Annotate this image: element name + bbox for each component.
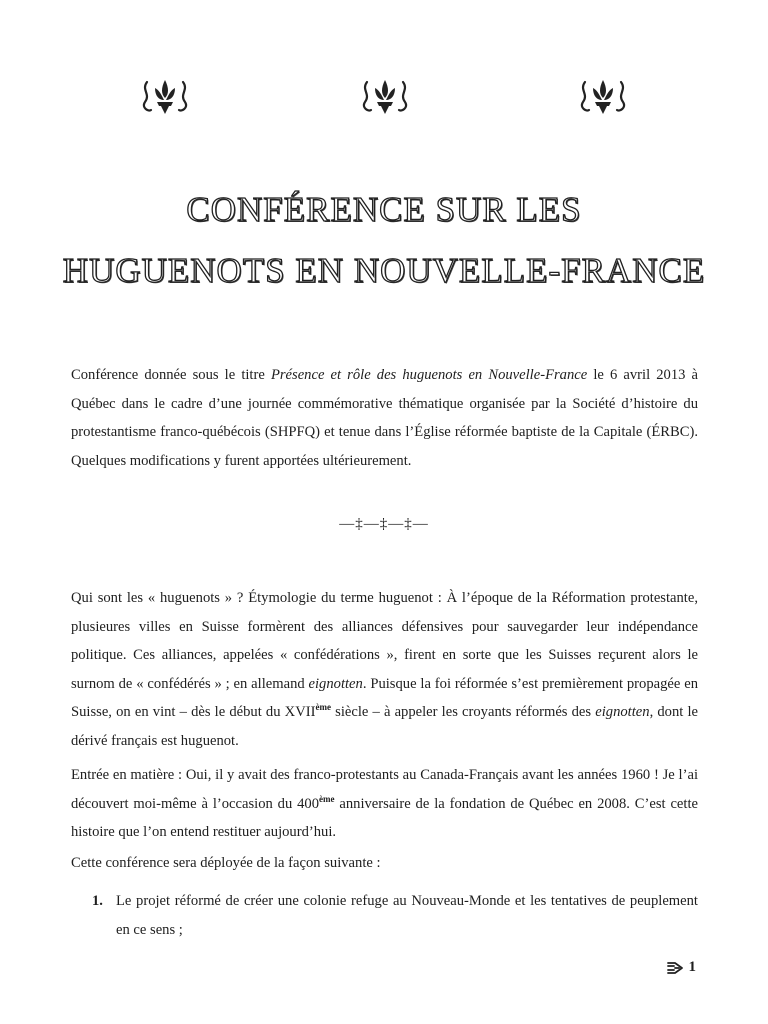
list-item-text: Le projet réformé de créer une colonie refuge au Nouveau-Monde et les tentatives de peuplement en ce sens ; — [116, 893, 698, 938]
fleuron-icon — [357, 76, 413, 116]
list-item-number: 1. — [92, 893, 103, 909]
lecture-title: Présence et rôle des huguenots en Nouvelle-France — [270, 367, 588, 383]
document-title-line-2: HUGUENOTS EN NOUVELLE-FRANCE — [62, 251, 706, 290]
document-title-line-1: CONFÉRENCE SUR LES — [186, 190, 582, 229]
fleuron-icon — [575, 76, 631, 116]
list-item — [92, 887, 698, 944]
fleuron-icon — [137, 76, 193, 116]
page-number: 1 — [688, 959, 696, 975]
intro-paragraph: Conférence donnée sous le titre Présence et rôle des huguenots en Nouvelle-France le 6 avril 2013 à Québec dans le cadre d’une journée commémorative thématique organisée par la Société d’histoire du protestantisme franco-québécois (SHPFQ) et tenue dans l’Église réformée baptiste de la Capitale (ÉRBC). Quelques modifications y furent apportées ultérieurement. — [71, 367, 699, 469]
section-divider: —‡—‡—‡— — [339, 516, 429, 532]
plan-intro: Cette conférence sera déployée de la façon suivante : — [71, 855, 381, 871]
pointing-hand-icon — [666, 960, 684, 976]
etymology-paragraph: Qui sont les « huguenots » ? Étymologie du terme huguenot : À l’époque de la Réformation protestante, plusieures villes en Suisse formèrent des alliances défensives pour sauvegarder leur indépendance politique. Ces alliances, appelées « confédérations », firent en sorte que les Suisses reçurent alors le surnom de « confédérés » ; en allemand eignotten. Puisque la foi réformée s’est premièrement propagée en Suisse, on en vint – dès le début du XVIIème siècle – à appeler les croyants réformés des eignotten, dont le dérivé français est huguenot. — [71, 590, 698, 749]
header-ornaments — [0, 76, 768, 116]
plan-list — [92, 887, 698, 944]
entry-paragraph: Entrée en matière : Oui, il y avait des franco-protestants au Canada-Français avant les années 1960 ! Je l’ai découvert moi-même à l’occasion du 400ème anniversaire de la fondation de Québec en 2008. C’est cette histoire que l’on entend restituer aujourd’hui. — [71, 767, 698, 840]
page-footer — [666, 959, 697, 976]
